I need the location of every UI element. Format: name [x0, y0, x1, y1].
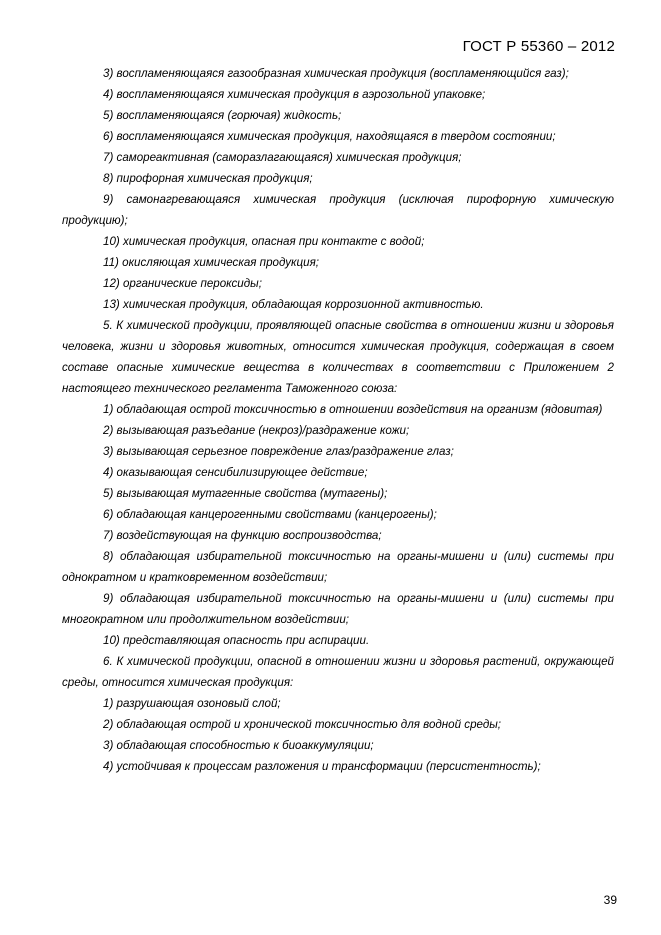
- list-item: 9) самонагревающаяся химическая продукция (исключая пирофорную химическую продукцию);: [62, 193, 614, 227]
- list-item: 12) органические пероксиды;: [103, 277, 262, 290]
- list-item: 4) устойчивая к процессам разложения и трансформации (персистентность);: [103, 760, 541, 773]
- list-item: 3) обладающая способностью к биоаккумуляции;: [103, 739, 374, 752]
- list-item: 1) обладающая острой токсичностью в отношении воздействия на организм (ядовитая): [103, 403, 603, 416]
- document-body: [62, 63, 614, 777]
- list-item: 13) химическая продукция, обладающая коррозионной активностью.: [103, 298, 484, 311]
- list-item: 5) воспламеняющаяся (горючая) жидкость;: [103, 109, 342, 122]
- standard-designation: ГОСТ Р 55360 – 2012: [462, 38, 615, 55]
- list-item: 4) оказывающая сенсибилизирующее действие;: [103, 466, 368, 479]
- list-item: 10) химическая продукция, опасная при контакте с водой;: [103, 235, 425, 248]
- list-item: 10) представляющая опасность при аспирации.: [103, 634, 370, 647]
- list-item: 4) воспламеняющаяся химическая продукция в аэрозольной упаковке;: [103, 88, 486, 101]
- list-item: 7) воздействующая на функцию воспроизводства;: [103, 529, 382, 542]
- page-number: 39: [603, 893, 617, 907]
- list-item: 9) обладающая избирательной токсичностью на органы-мишени и (или) системы при многократном или продолжительном воздействии;: [62, 592, 614, 626]
- list-item: 5) вызывающая мутагенные свойства (мутагены);: [103, 487, 388, 500]
- list-item: 1) разрушающая озоновый слой;: [103, 697, 281, 710]
- list-item: 2) обладающая острой и хронической токсичностью для водной среды;: [103, 718, 502, 731]
- list-item: 6) обладающая канцерогенными свойствами (канцерогены);: [103, 508, 437, 521]
- list-item: 11) окисляющая химическая продукция;: [103, 256, 320, 269]
- section-paragraph: 5. К химической продукции, проявляющей опасные свойства в отношении жизни и здоровья человека, жизни и здоровья животных, относится химическая продукция, содержащая в своем составе опасные химические вещества в количествах в соответствии с Приложением 2 настоящего технического регламента Таможенного союза:: [62, 319, 614, 395]
- list-item: 8) пирофорная химическая продукция;: [103, 172, 313, 185]
- list-item: 8) обладающая избирательной токсичностью на органы-мишени и (или) системы при однократном и кратковременном воздействии;: [62, 550, 614, 584]
- list-item: 3) вызывающая серьезное повреждение глаз/раздражение глаз;: [103, 445, 454, 458]
- section-paragraph: 6. К химической продукции, опасной в отношении жизни и здоровья растений, окружающей среды, относится химическая продукция:: [62, 655, 614, 689]
- list-item: 2) вызывающая разъедание (некроз)/раздражение кожи;: [103, 424, 410, 437]
- list-item: 6) воспламеняющаяся химическая продукция, находящаяся в твердом состоянии;: [103, 130, 556, 143]
- list-item: 3) воспламеняющаяся газообразная химическая продукция (воспламеняющийся газ);: [103, 67, 569, 80]
- list-item: 7) самореактивная (саморазлагающаяся) химическая продукция;: [103, 151, 462, 164]
